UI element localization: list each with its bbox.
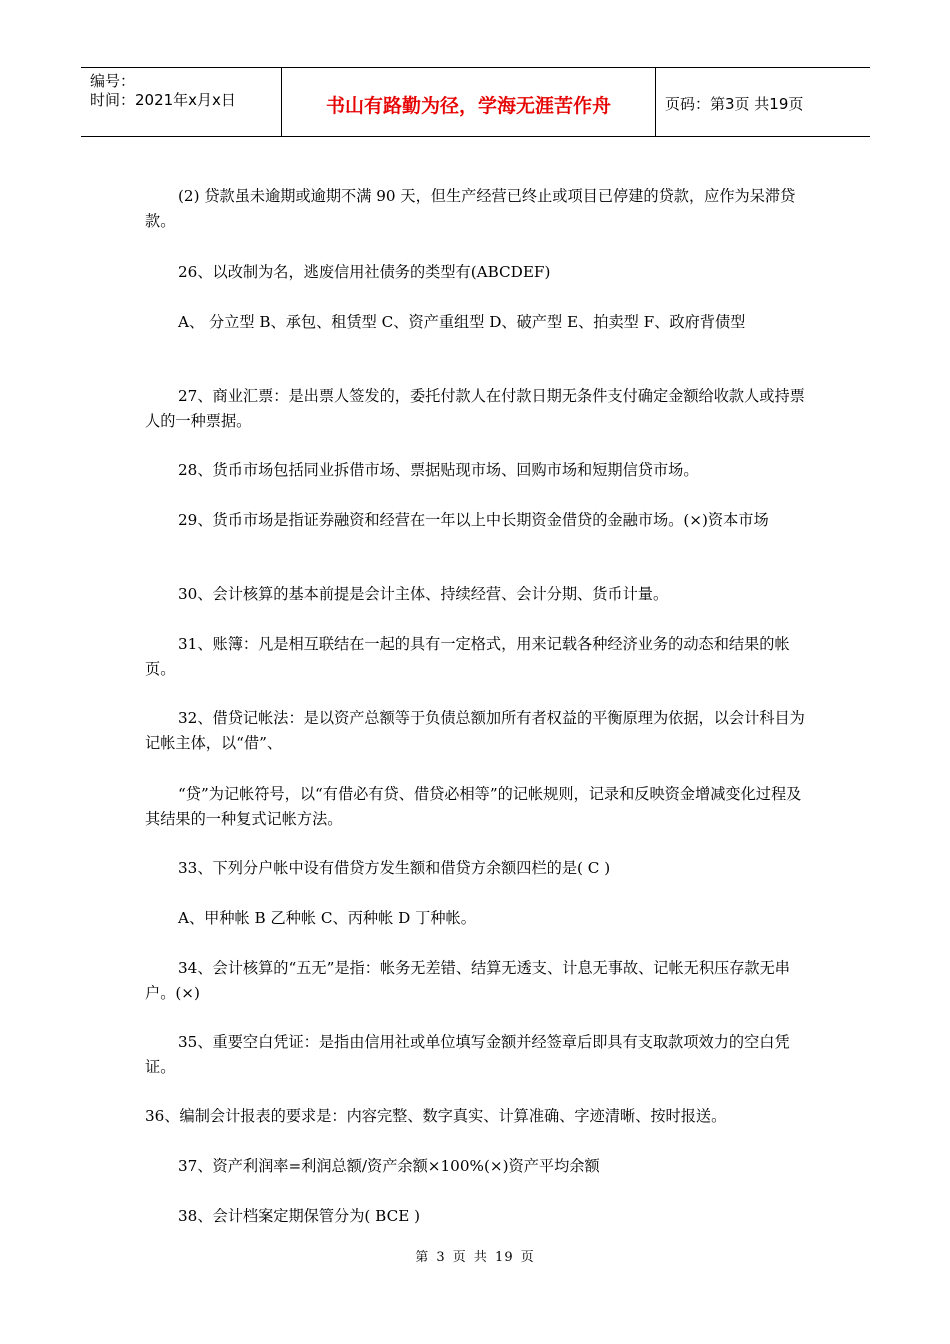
- paragraph-35: 35、重要空白凭证：是指由信用社或单位填写金额并经签章后即具有支取款项效力的空白凭证。: [145, 1033, 790, 1076]
- document-time-label: 时间：2021年x月x日: [90, 91, 236, 109]
- paragraph-28: 28、货币市场包括同业拆借市场、票据贴现市场、回购市场和短期信贷市场。: [178, 461, 699, 479]
- paragraph-34: 34、会计核算的“五无”是指：帐务无差错、结算无透支、计息无事故、记帐无积压存款无串户。(×): [145, 959, 790, 1002]
- header-page-info: 页码：第3页 共19页: [665, 95, 804, 113]
- paragraph-29: 29、货币市场是指证券融资和经营在一年以上中长期资金借贷的金融市场。(×)资本市场: [178, 511, 769, 529]
- paragraph-33-options: A、甲种帐 B 乙种帐 C、丙种帐 D 丁种帐。: [178, 909, 476, 927]
- paragraph-32-continued: “贷”为记帐符号，以“有借必有贷、借贷必相等”的记帐规则，记录和反映资金增减变化过程及其结果的一种复式记帐方法。: [145, 785, 802, 828]
- document-number-label: 编号：: [90, 72, 136, 90]
- paragraph-36: 36、编制会计报表的要求是：内容完整、数字真实、计算准确、字迹清晰、按时报送。: [145, 1107, 727, 1125]
- paragraph-27: 27、商业汇票：是出票人签发的，委托付款人在付款日期无条件支付确定金额给收款人或持票人的一种票据。: [145, 387, 805, 430]
- paragraph-32: 32、借贷记帐法：是以资产总额等于负债总额加所有者权益的平衡原理为依据，以会计科目为记帐主体，以“借”、: [145, 709, 805, 752]
- footer-page-number: 第 3 页 共 19 页: [415, 1250, 535, 1265]
- page-footer: [0, 1246, 950, 1265]
- header-page-cell: [656, 68, 870, 136]
- paragraph-2-bad-loan: (2) 贷款虽未逾期或逾期不满 90 天，但生产经营已终止或项目已停建的贷款，应作为呆滞贷款。: [145, 187, 796, 230]
- paragraph-33: 33、下列分户帐中设有借贷方发生额和借贷方余额四栏的是( C ): [178, 859, 611, 877]
- paragraph-26-options: A、 分立型 B、承包、租赁型 C、资产重组型 D、破产型 E、拍卖型 F、政府背债型: [178, 313, 746, 331]
- paragraph-30: 30、会计核算的基本前提是会计主体、持续经营、会计分期、货币计量。: [178, 585, 669, 603]
- paragraph-38: 38、会计档案定期保管分为( BCE ): [178, 1207, 421, 1225]
- paragraph-37: 37、资产利润率=利润总额/资产余额×100%(×)资产平均余额: [178, 1157, 600, 1175]
- header-meta-cell: [81, 68, 282, 136]
- header-motto: 书山有路勤为径，学海无涯苦作舟: [325, 95, 611, 117]
- paragraph-26: 26、以改制为名，逃废信用社债务的类型有(ABCDEF): [178, 263, 551, 281]
- header-motto-cell: [282, 68, 656, 136]
- page-header: [81, 67, 870, 137]
- paragraph-31: 31、账簿：凡是相互联结在一起的具有一定格式，用来记载各种经济业务的动态和结果的帐页。: [145, 635, 790, 678]
